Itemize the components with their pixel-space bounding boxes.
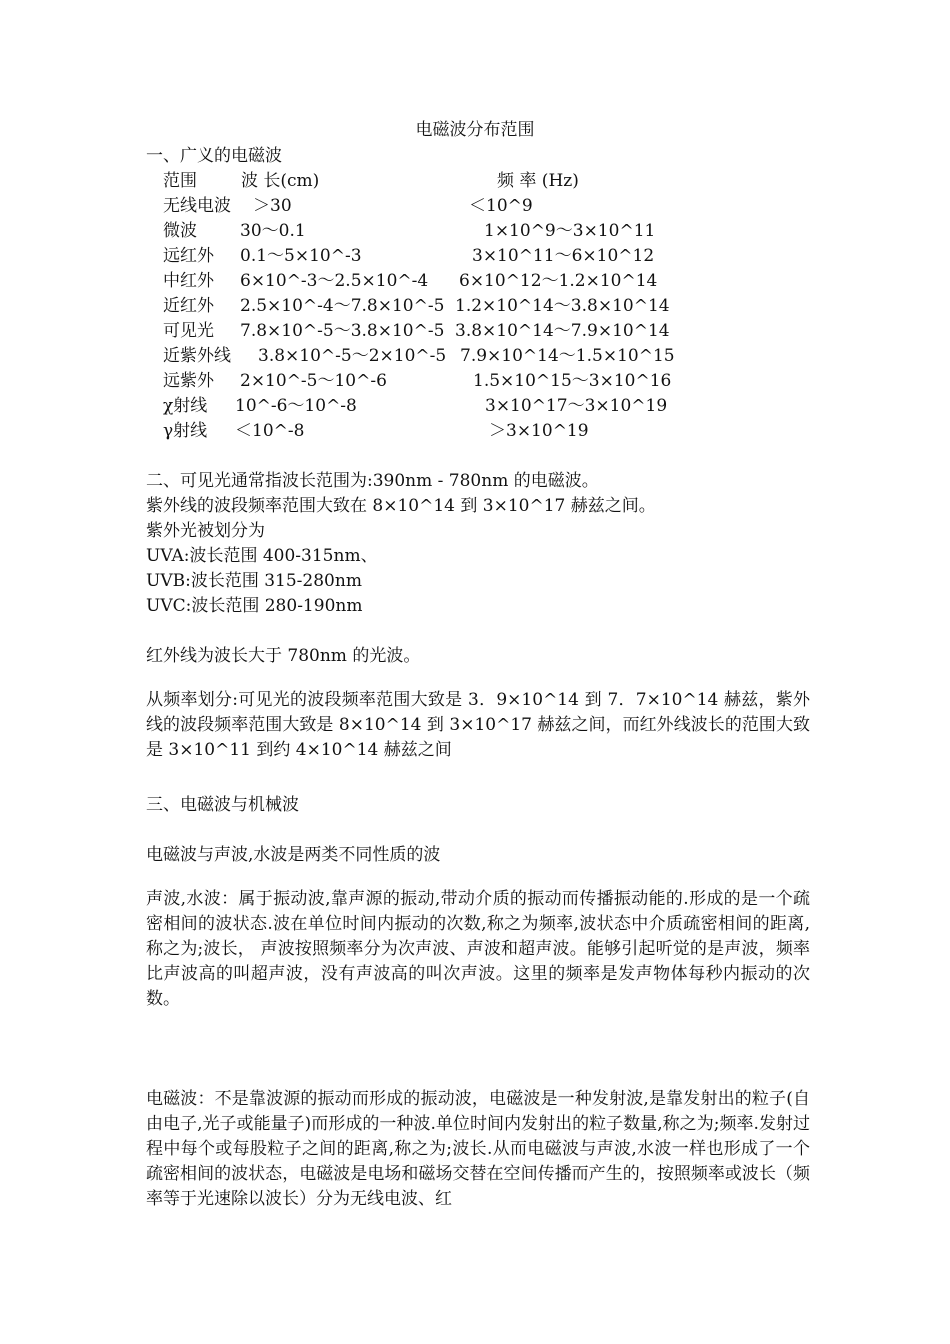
row-frequency: 3.8×10^14～7.9×10^14 bbox=[455, 321, 670, 341]
row-frequency: 3×10^17～3×10^19 bbox=[485, 396, 668, 416]
uv-division-line: 紫外光被划分为 bbox=[146, 521, 265, 541]
uva-line: UVA:波长范围 400-315nm、 bbox=[146, 546, 378, 566]
section3-intro: 电磁波与声波,水波是两类不同性质的波 bbox=[146, 845, 441, 865]
row-name: 无线电波 bbox=[163, 196, 231, 216]
row-wavelength: 2.5×10^-4～7.8×10^-5 bbox=[240, 296, 445, 316]
row-frequency: 6×10^12～1.2×10^14 bbox=[459, 271, 658, 291]
row-frequency: ＜10^9 bbox=[469, 196, 533, 216]
row-name: 中红外 bbox=[163, 271, 214, 291]
row-name: 远红外 bbox=[163, 246, 214, 266]
em-wave-paragraph: 电磁波：不是靠波源的振动而形成的振动波，电磁波是一种发射波,是靠发射出的粒子(自由电子,光子或能量子)而形成的一种波.单位时间内发射出的粒子数量,称之为;频率.发射过程中每个或每股粒子之间的距离,称之为;波长.从而电磁波与声波,水波一样也形成了一个疏密相间的波状态，电磁波是电场和磁场交替在空间传播而产生的，按照频率或波长（频率等于光速除以波长）分为无线电波、红 bbox=[146, 1089, 810, 1209]
row-wavelength: 0.1～5×10^-3 bbox=[240, 246, 362, 266]
row-wavelength: ＞30 bbox=[253, 196, 292, 216]
row-name: 可见光 bbox=[163, 321, 214, 341]
row-frequency: 1.2×10^14～3.8×10^14 bbox=[455, 296, 670, 316]
frequency-paragraph: 从频率划分:可见光的波段频率范围大致是 3．9×10^14 到 7．7×10^14 赫兹，紫外线的波段频率范围大致是 8×10^14 到 3×10^17 赫兹之间，而红外线波长的范围大致是 3×10^11 到约 4×10^14 赫兹之间 bbox=[146, 690, 810, 760]
section3-heading: 三、电磁波与机械波 bbox=[146, 795, 299, 815]
uv-frequency-line: 紫外线的波段频率范围大致在 8×10^14 到 3×10^17 赫兹之间。 bbox=[146, 496, 656, 516]
row-name: 微波 bbox=[163, 221, 197, 241]
row-wavelength: 6×10^-3～2.5×10^-4 bbox=[240, 271, 429, 291]
visible-light-line: 二、可见光通常指波长范围为:390nm - 780nm 的电磁波。 bbox=[146, 471, 599, 491]
row-frequency: 1×10^9～3×10^11 bbox=[484, 221, 656, 241]
row-wavelength: 2×10^-5～10^-6 bbox=[240, 371, 387, 391]
header-wavelength: 波 长(cm) bbox=[241, 171, 320, 191]
row-wavelength: 3.8×10^-5～2×10^-5 bbox=[258, 346, 447, 366]
row-name: γ射线 bbox=[163, 421, 208, 441]
infrared-line: 红外线为波长大于 780nm 的光波。 bbox=[146, 646, 421, 666]
header-range: 范围 bbox=[163, 171, 197, 191]
row-wavelength: ＜10^-8 bbox=[235, 421, 305, 441]
uvc-line: UVC:波长范围 280-190nm bbox=[146, 596, 363, 616]
row-frequency: 3×10^11～6×10^12 bbox=[472, 246, 655, 266]
row-wavelength: 10^-6～10^-8 bbox=[235, 396, 357, 416]
header-frequency: 频 率 (Hz) bbox=[497, 171, 579, 191]
row-frequency: ＞3×10^19 bbox=[489, 421, 589, 441]
row-wavelength: 30～0.1 bbox=[240, 221, 306, 241]
row-name: 近紫外线 bbox=[163, 346, 231, 366]
row-frequency: 7.9×10^14～1.5×10^15 bbox=[460, 346, 675, 366]
row-name: 远紫外 bbox=[163, 371, 214, 391]
row-name: 近红外 bbox=[163, 296, 214, 316]
uvb-line: UVB:波长范围 315-280nm bbox=[146, 571, 362, 591]
document-title: 电磁波分布范围 bbox=[415, 120, 535, 140]
row-frequency: 1.5×10^15～3×10^16 bbox=[473, 371, 672, 391]
sound-wave-paragraph: 声波,水波：属于振动波,靠声源的振动,带动介质的振动而传播振动能的.形成的是一个疏密相间的波状态.波在单位时间内振动的次数,称之为频率,波状态中介质疏密相间的距离,称之为;波长， 声波按照频率分为次声波、声波和超声波。能够引起听觉的是声波，频率比声波高的叫超声波，没有声波高的叫次声波。这里的频率是发声物体每秒内振动的次数。 bbox=[146, 889, 810, 1009]
section1-heading: 一、广义的电磁波 bbox=[146, 146, 282, 166]
row-name: χ射线 bbox=[163, 396, 208, 416]
row-wavelength: 7.8×10^-5～3.8×10^-5 bbox=[240, 321, 445, 341]
